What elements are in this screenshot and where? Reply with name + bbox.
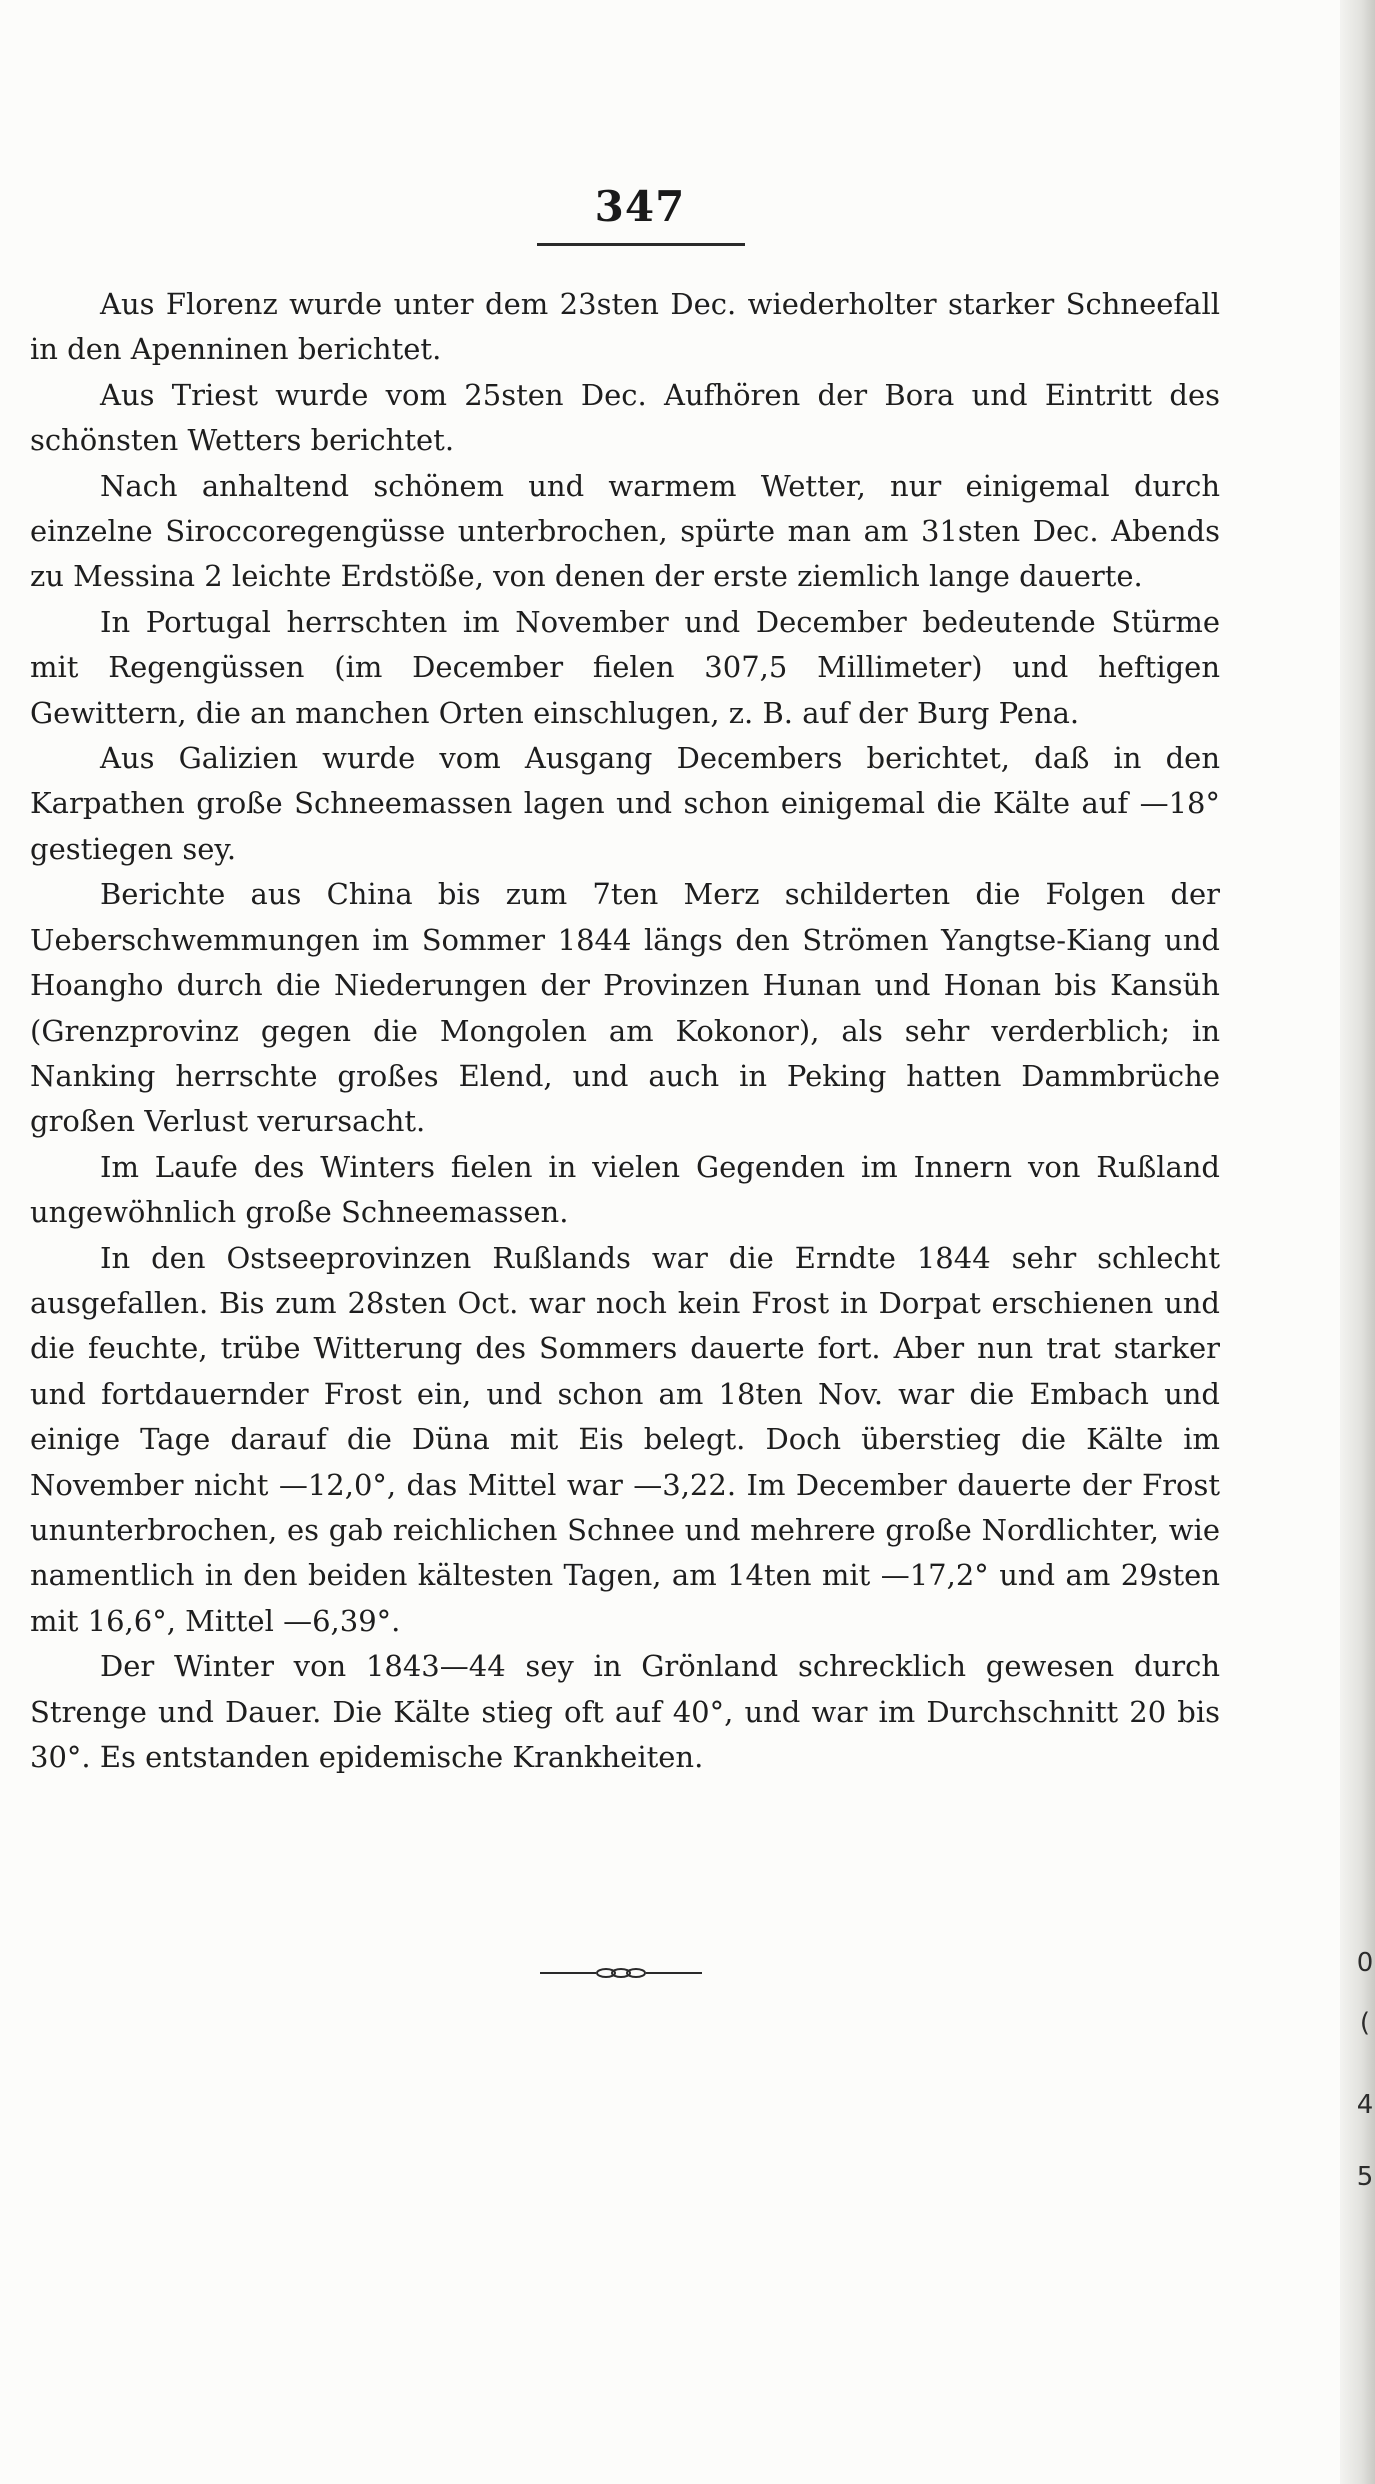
paragraph-florenz: Aus Florenz wurde unter dem 23sten Dec. wiederholter starker Schneefall in den Apenninen berichtet. (30, 287, 1220, 367)
divider-ornament-icon (540, 1966, 702, 1980)
body-text (30, 282, 1220, 1780)
paragraph-triest: Aus Triest wurde vom 25sten Dec. Aufhören der Bora und Eintritt des schönsten Wetters berichtet. (30, 377, 1220, 458)
margin-fragment: 0 (1356, 1948, 1374, 1978)
paragraph-groenland: Der Winter von 1843—44 sey in Grönland schrecklich gewesen durch Strenge und Dauer. Die Kälte stieg oft auf 40°, und war im Durchschnitt 20 bis 30°. Es entstanden epidemische Krankheiten. (30, 1649, 1220, 1774)
margin-fragment: ( (1359, 2008, 1371, 2038)
page-number: 347 (594, 182, 686, 231)
paragraph-portugal: In Portugal herrschten im November und December bedeutende Stürme mit Regengüssen (im December fielen 307,5 Millimeter) und heftigen Gewittern, die an manchen Orten einschlugen, z. B. auf der Burg Pena. (30, 604, 1220, 730)
paragraph-russland-winter: Im Laufe des Winters fielen in vielen Gegenden im Innern von Rußland ungewöhnlich große Schneemassen. (30, 1149, 1220, 1230)
paragraph-messina: Nach anhaltend schönem und warmem Wetter, nur einigemal durch einzelne Siroccoregengüsse unterbrochen, spürte man am 31sten Dec. Abends zu Messina 2 leichte Erdstöße, von denen der erste ziemlich lange dauerte. (30, 468, 1220, 594)
paragraph-ostseeprovinzen: In den Ostseeprovinzen Rußlands war die Erndte 1844 sehr schlecht ausgefallen. Bis zum 28sten Oct. war noch kein Frost in Dorpat erschienen und die feuchte, trübe Witterung des Sommers dauerte fort. Aber nun trat starker und fortdauernder Frost ein, und schon am 18ten Nov. war die Embach und einige Tage darauf die Düna mit Eis belegt. Doch überstieg die Kälte im November nicht —12,0°, das Mittel war —3,22. Im December dauerte der Frost ununterbrochen, es gab reichlichen Schnee und mehrere große Nordlichter, wie namentlich in den beiden kältesten Tagen, am 14ten mit —17,2° und am 29sten mit 16,6°, Mittel —6,39°. (30, 1240, 1220, 1638)
margin-fragment: 5 (1356, 2162, 1374, 2192)
margin-fragment: 4 (1356, 2090, 1374, 2120)
header-rule (537, 243, 745, 246)
paragraph-china: Berichte aus China bis zum 7ten Merz schilderten die Folgen der Ueberschwemmungen im Sommer 1844 längs den Strömen Yangtse-Kiang und Hoangho durch die Niederungen der Provinzen Hunan und Honan bis Kansüh (Grenzprovinz gegen die Mongolen am Kokonor), als sehr verderblich; in Nanking herrschte großes Elend, und auch in Peking hatten Dammbrüche großen Verlust verursacht. (30, 877, 1220, 1139)
paragraph-galizien: Aus Galizien wurde vom Ausgang Decembers berichtet, daß in den Karpathen große Schneemassen lagen und schon einigemal die Kälte auf —18° gestiegen sey. (30, 741, 1220, 866)
